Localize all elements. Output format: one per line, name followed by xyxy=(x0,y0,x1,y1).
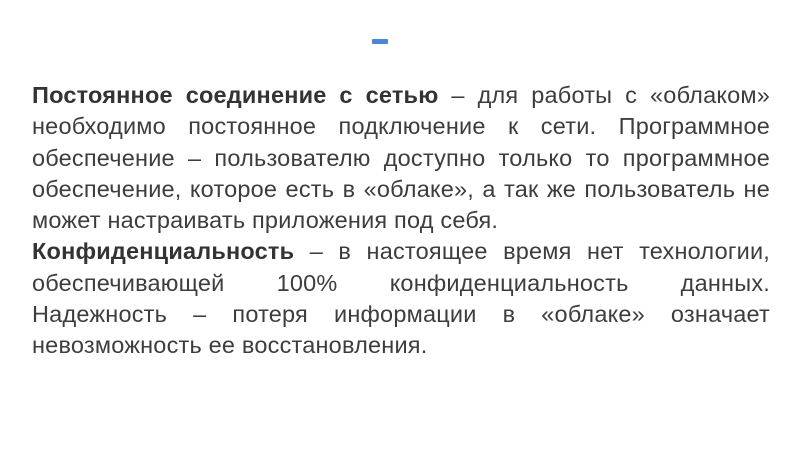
paragraph-connection xyxy=(32,80,770,236)
title-accent-dash xyxy=(372,39,388,44)
paragraph-connection-text: – для работы с «облаком» необходимо постоянное подключение к сети. Программное обеспечение – пользователю доступно только то программное обеспечение, которое есть в «облаке», а так же пользователь не может настраивать приложения под себя. xyxy=(32,82,770,234)
slide-body xyxy=(32,80,770,362)
term-confidentiality: Конфиденциальность xyxy=(32,238,295,265)
term-connection: Постоянное соединение с сетью xyxy=(32,82,439,108)
paragraph-confidentiality xyxy=(32,236,770,361)
paragraph-confidentiality-text: – в настоящее время нет технологии, обеспечивающей 100% конфиденциальность данных. Надежность – потеря информации в «облаке» означает невозможность ее восстановления. xyxy=(32,238,770,359)
